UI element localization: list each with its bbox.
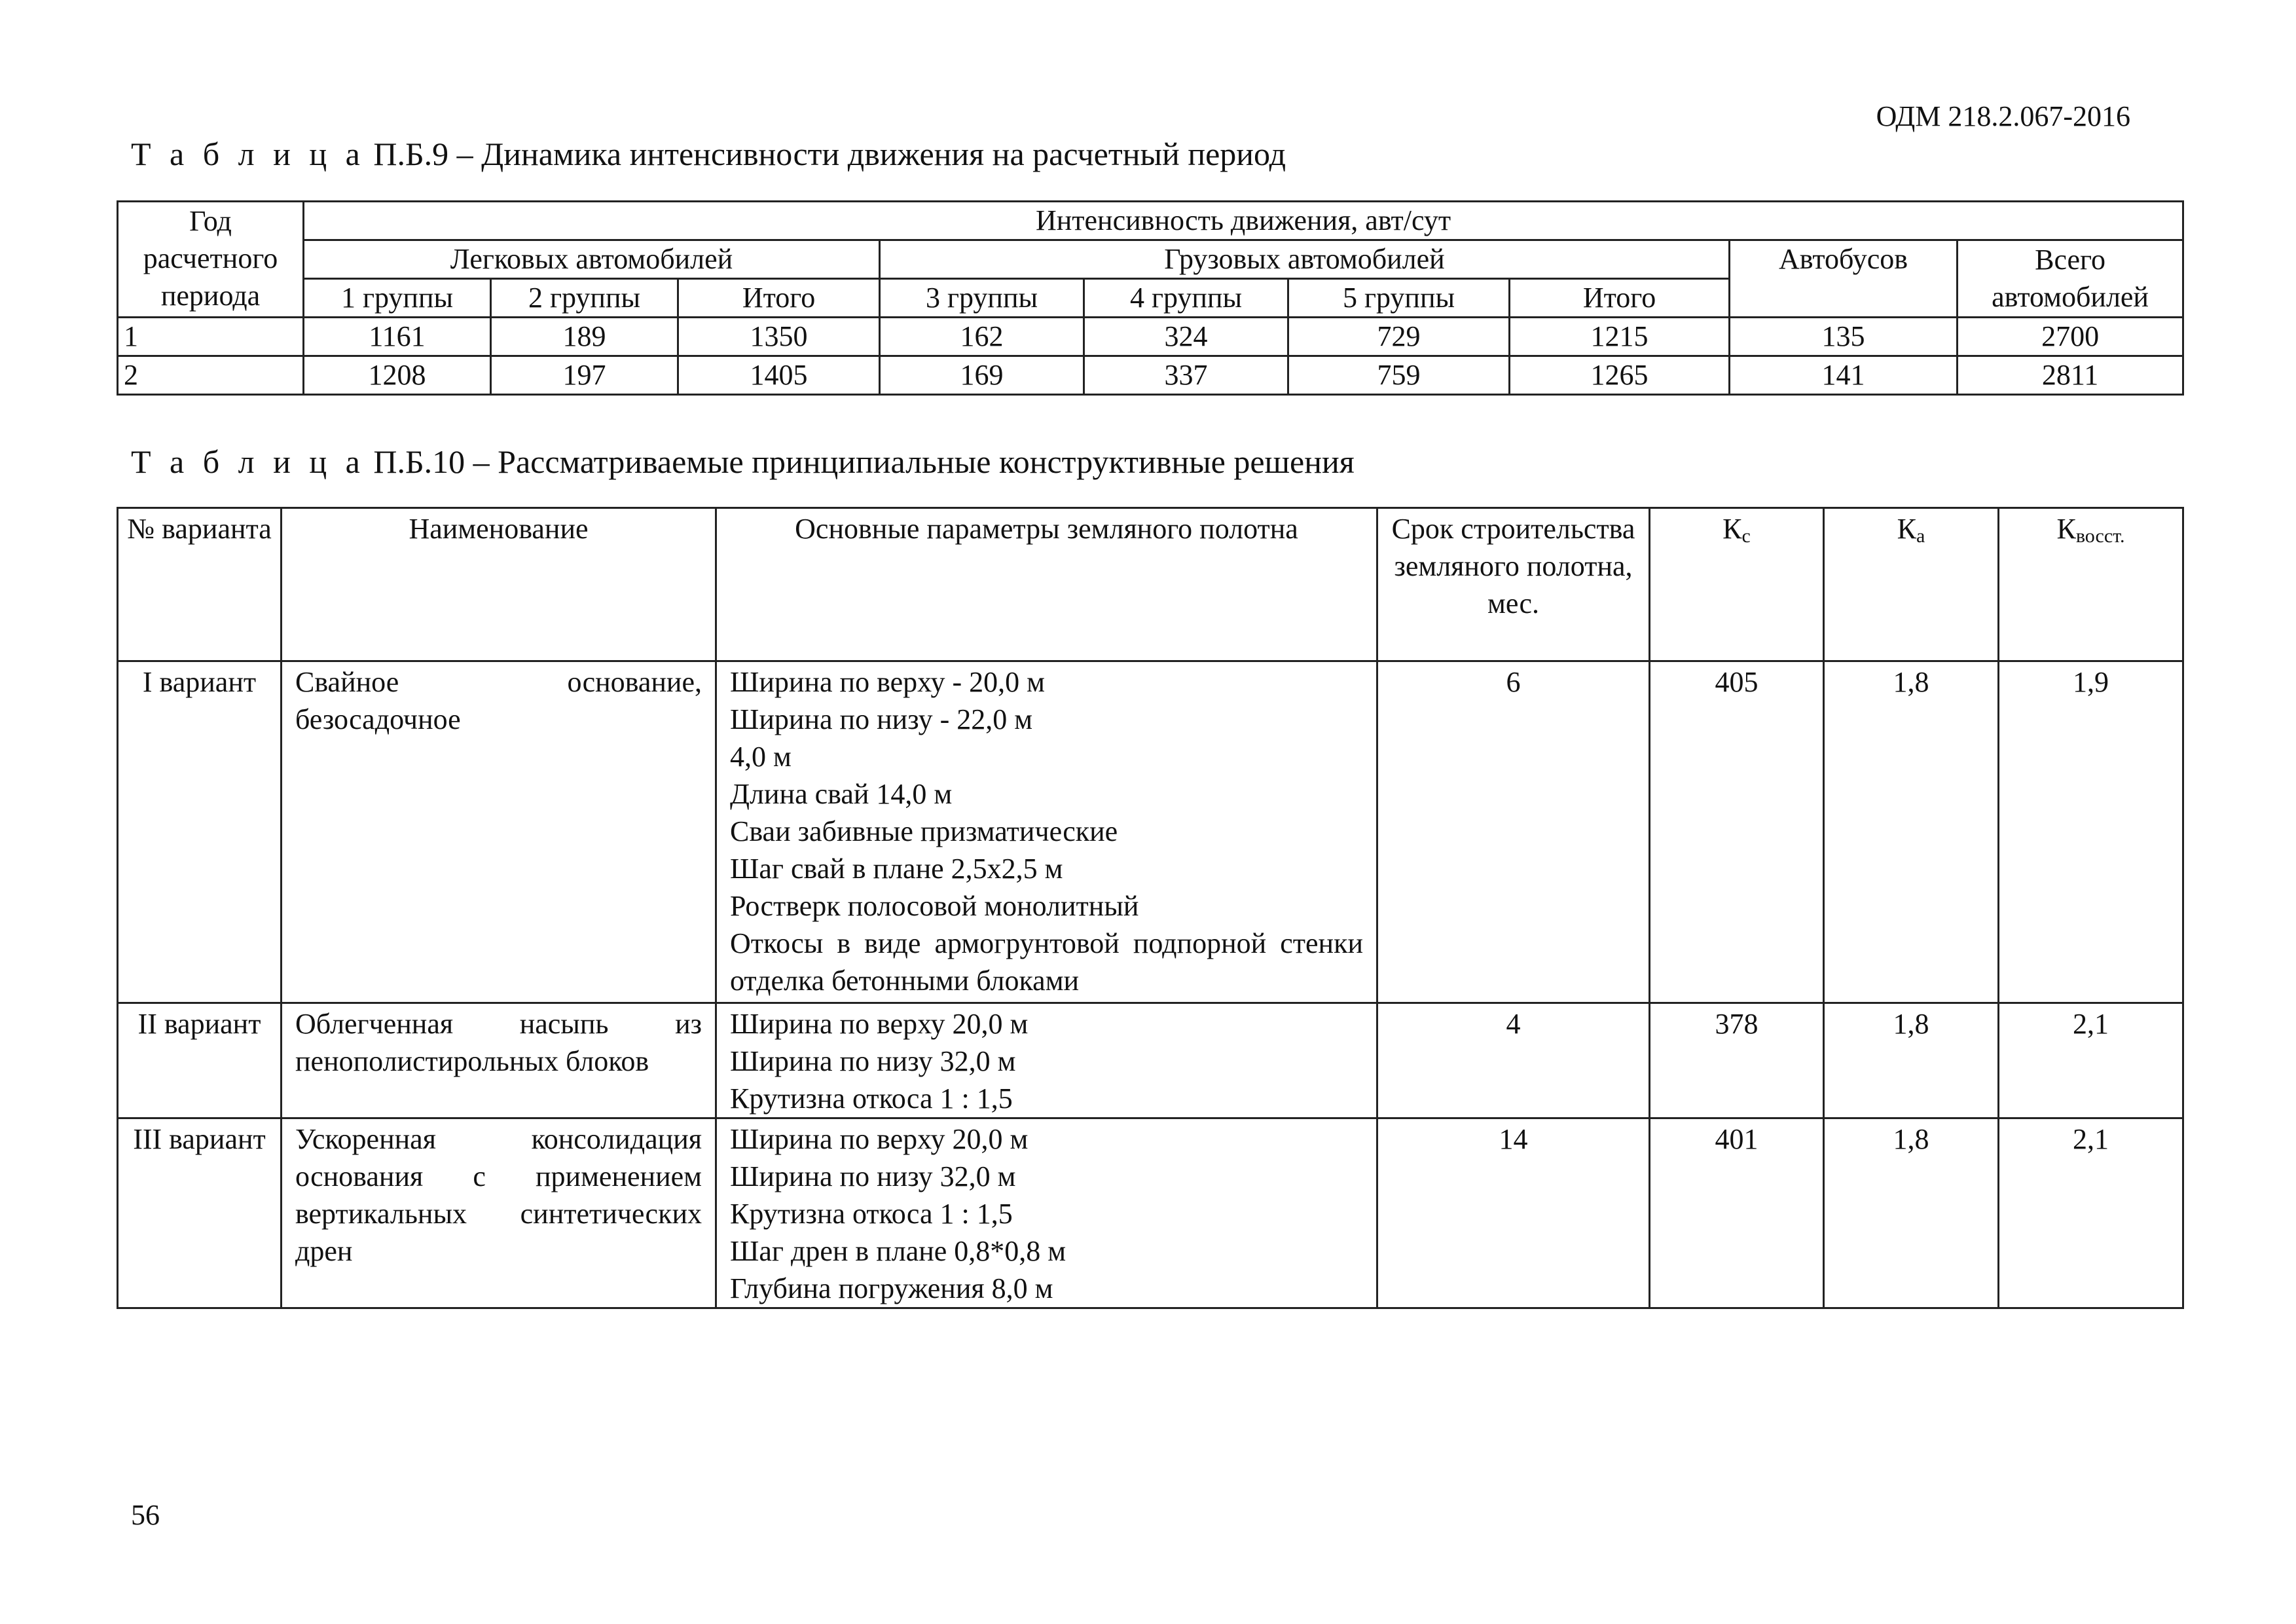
table9-caption-text: П.Б.9 – Динамика интенсивности движения на расчетный период: [365, 136, 1286, 172]
table9-header-group1: 1 группы: [304, 279, 491, 318]
table9-cell: 1: [118, 318, 304, 356]
variant-term: 14: [1377, 1118, 1650, 1308]
table9-cell: 1208: [304, 356, 491, 395]
table9-cell: 1405: [678, 356, 880, 395]
table9-header-cars-total: Итого: [678, 279, 880, 318]
param-line: Ширина по низу - 22,0 м: [730, 703, 1033, 735]
param-line: Крутизна откоса 1 : 1,5: [730, 1082, 1013, 1115]
table9-cell: 2: [118, 356, 304, 395]
kc-subscript: с: [1741, 525, 1751, 547]
table9-header-group5: 5 группы: [1288, 279, 1510, 318]
variant-kv: 2,1: [1999, 1118, 2183, 1308]
variant-params: [716, 1118, 1377, 1308]
table9-caption-prefix: Т а б л и ц а: [131, 136, 365, 172]
variant-number: II вариант: [118, 1003, 282, 1118]
table9-cell: 2700: [1958, 318, 2183, 356]
param-line: Сваи забивные призматические: [730, 815, 1118, 847]
table10-header-params: Основные параметры земляного полотна: [716, 508, 1377, 661]
variant-term: 6: [1377, 661, 1650, 1003]
param-line: Ширина по верху 20,0 м: [730, 1008, 1029, 1040]
table9-header-row-2: [118, 240, 2183, 279]
table9-header-row-1: [118, 202, 2183, 240]
table9-header-cars: Легковых автомобилей: [304, 240, 880, 279]
table9-cell: 729: [1288, 318, 1510, 356]
table9-header-buses: Автобусов: [1730, 240, 1958, 318]
variant-name: Облегченная насыпь из пенополистирольных блоков: [282, 1003, 716, 1118]
table9-cell: 759: [1288, 356, 1510, 395]
variant-number: III вариант: [118, 1118, 282, 1308]
kv-symbol: К: [2056, 513, 2076, 545]
param-line: Ширина по верху - 20,0 м: [730, 666, 1045, 698]
table9-cell: 1265: [1510, 356, 1730, 395]
table9-cell: 1161: [304, 318, 491, 356]
kv-subscript: восст.: [2075, 525, 2125, 547]
table9-header-group4: 4 группы: [1084, 279, 1288, 318]
table9: [117, 200, 2184, 396]
ka-subscript: а: [1916, 525, 1925, 547]
table9-cell: 189: [491, 318, 678, 356]
param-line: Шаг свай в плане 2,5х2,5 м: [730, 853, 1063, 885]
table9-cell: 197: [491, 356, 678, 395]
variant-kv: 2,1: [1999, 1003, 2183, 1118]
table9-header-year: Год расчетного периода: [118, 202, 304, 318]
table9-cell: 324: [1084, 318, 1288, 356]
table9-cell: 141: [1730, 356, 1958, 395]
variant-ka: 1,8: [1824, 1003, 1999, 1118]
table-row: [118, 356, 2183, 395]
param-line: Шаг дрен в плане 0,8*0,8 м: [730, 1235, 1066, 1267]
variant-ka: 1,8: [1824, 661, 1999, 1003]
param-line: Ширина по верху 20,0 м: [730, 1123, 1029, 1155]
table10-header-name: Наименование: [282, 508, 716, 661]
variant-params: [716, 661, 1377, 1003]
variant-name: Свайное основание, безосадочное: [282, 661, 716, 1003]
table9-header-total: Всего автомобилей: [1958, 240, 2183, 318]
table9-cell: 2811: [1958, 356, 2183, 395]
table9-caption: [131, 135, 1286, 173]
variant-name: Ускоренная консолидация основания с применением вертикальных синтетических дрен: [282, 1118, 716, 1308]
table10-caption: [131, 443, 1355, 481]
table9-cell: 169: [880, 356, 1084, 395]
param-line: Ширина по низу 32,0 м: [730, 1045, 1016, 1077]
table9-header-intensity: Интенсивность движения, авт/сут: [304, 202, 2183, 240]
document-code: ОДМ 218.2.067-2016: [1876, 100, 2130, 132]
table10-header-kc: [1650, 508, 1824, 661]
param-line: Откосы в виде армогрунтовой подпорной стенки отделка бетонными блоками: [730, 927, 1363, 997]
table9-header-trucks: Грузовых автомобилей: [880, 240, 1730, 279]
variant-number: I вариант: [118, 661, 282, 1003]
table9-header-group3: 3 группы: [880, 279, 1084, 318]
table10-header-row: [118, 508, 2183, 661]
table-row: [118, 1003, 2183, 1118]
table10-header-number: № варианта: [118, 508, 282, 661]
table9-cell: 135: [1730, 318, 1958, 356]
table10-header-term: Срок строительства земляного полотна, мес.: [1377, 508, 1650, 661]
param-line: Ширина по низу 32,0 м: [730, 1160, 1016, 1192]
table-row: [118, 661, 2183, 1003]
table9-header-trucks-total: Итого: [1510, 279, 1730, 318]
table9-cell: 162: [880, 318, 1084, 356]
variant-ka: 1,8: [1824, 1118, 1999, 1308]
table9-cell: 1215: [1510, 318, 1730, 356]
param-line: 4,0 м: [730, 741, 792, 773]
page-number: 56: [131, 1499, 160, 1531]
variant-params: [716, 1003, 1377, 1118]
table9-cell: 337: [1084, 356, 1288, 395]
table10: [117, 507, 2184, 1309]
ka-symbol: К: [1897, 513, 1917, 545]
param-line: Длина свай 14,0 м: [730, 778, 953, 810]
kc-symbol: К: [1722, 513, 1742, 545]
table-row: [118, 318, 2183, 356]
param-line: Ростверк полосовой монолитный: [730, 890, 1139, 922]
table9-cell: 1350: [678, 318, 880, 356]
variant-kc: 405: [1650, 661, 1824, 1003]
variant-term: 4: [1377, 1003, 1650, 1118]
table10-caption-text: П.Б.10 – Рассматриваемые принципиальные конструктивные решения: [365, 443, 1355, 480]
table10-caption-prefix: Т а б л и ц а: [131, 443, 365, 480]
table10-header-ka: [1824, 508, 1999, 661]
table-row: [118, 1118, 2183, 1308]
variant-kc: 401: [1650, 1118, 1824, 1308]
param-line: Глубина погружения 8,0 м: [730, 1272, 1053, 1304]
table10-header-kv: [1999, 508, 2183, 661]
param-line: Крутизна откоса 1 : 1,5: [730, 1198, 1013, 1230]
variant-kv: 1,9: [1999, 661, 2183, 1003]
variant-kc: 378: [1650, 1003, 1824, 1118]
table9-header-group2: 2 группы: [491, 279, 678, 318]
